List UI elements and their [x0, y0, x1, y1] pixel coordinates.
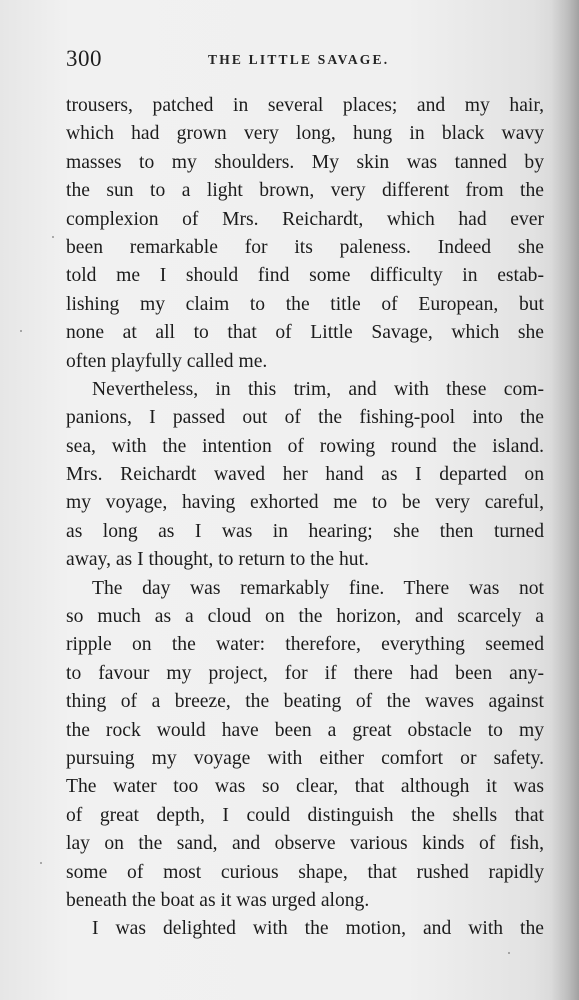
page-number: 300 — [66, 46, 102, 71]
text-line: some of most curious shape, that rushed rapidly — [66, 861, 544, 883]
text-line: so much as a cloud on the horizon, and scarcely a — [66, 606, 544, 628]
text-line: the sun to a light brown, very different from the — [66, 180, 544, 202]
text-line: lay on the sand, and observe various kinds of fish, — [66, 833, 544, 855]
text-line: of great depth, I could distinguish the shells that — [66, 804, 544, 826]
text-line: pursuing my voyage with either comfort or safety. — [66, 747, 544, 769]
text-line: The day was remarkably fine. There was not — [92, 577, 544, 599]
paper-speck — [52, 236, 54, 238]
text-line: thing of a breeze, the beating of the waves against — [66, 691, 544, 713]
text-line: been remarkable for its paleness. Indeed she — [66, 236, 544, 258]
text-line: Mrs. Reichardt waved her hand as I departed on — [66, 464, 544, 486]
paper-speck — [508, 952, 510, 954]
text-line: beneath the boat as it was urged along. — [66, 889, 370, 911]
paper-speck — [40, 862, 42, 864]
text-line: trousers, patched in several places; and my hair, — [66, 95, 544, 116]
text-line: Nevertheless, in this trim, and with these com- — [92, 378, 544, 400]
text-line: masses to my shoulders. My skin was tanned by — [66, 151, 544, 173]
text-line: as long as I was in hearing; she then turned — [66, 520, 544, 542]
text-line: told me I should find some difficulty in estab- — [66, 265, 544, 287]
text-line: none at all to that of Little Savage, which she — [66, 322, 544, 344]
text-line: sea, with the intention of rowing round the island. — [66, 435, 544, 457]
text-line: my voyage, having exhorted me to be very careful, — [66, 492, 544, 514]
page-header — [66, 46, 546, 76]
paper-speck — [20, 330, 22, 332]
text-line: panions, I passed out of the fishing-pool into the — [66, 407, 544, 429]
text-line: the rock would have been a great obstacle to my — [66, 719, 544, 741]
page-edge-shadow — [551, 0, 579, 1000]
text-line: lishing my claim to the title of European, but — [66, 293, 544, 315]
text-line: to favour my project, for if there had been any- — [66, 662, 544, 684]
text-line: complexion of Mrs. Reichardt, which had ever — [66, 208, 544, 230]
text-line: which had grown very long, hung in black wavy — [66, 123, 544, 145]
text-line: The water too was so clear, that although it was — [66, 776, 544, 798]
text-line: ripple on the water: therefore, everything seemed — [66, 634, 544, 656]
text-line: often playfully called me. — [66, 350, 268, 372]
text-line: I was delighted with the motion, and with the — [92, 918, 544, 940]
text-line: away, as I thought, to return to the hut. — [66, 549, 369, 571]
body-text — [66, 92, 544, 944]
running-title: THE LITTLE SAVAGE. — [208, 52, 390, 67]
